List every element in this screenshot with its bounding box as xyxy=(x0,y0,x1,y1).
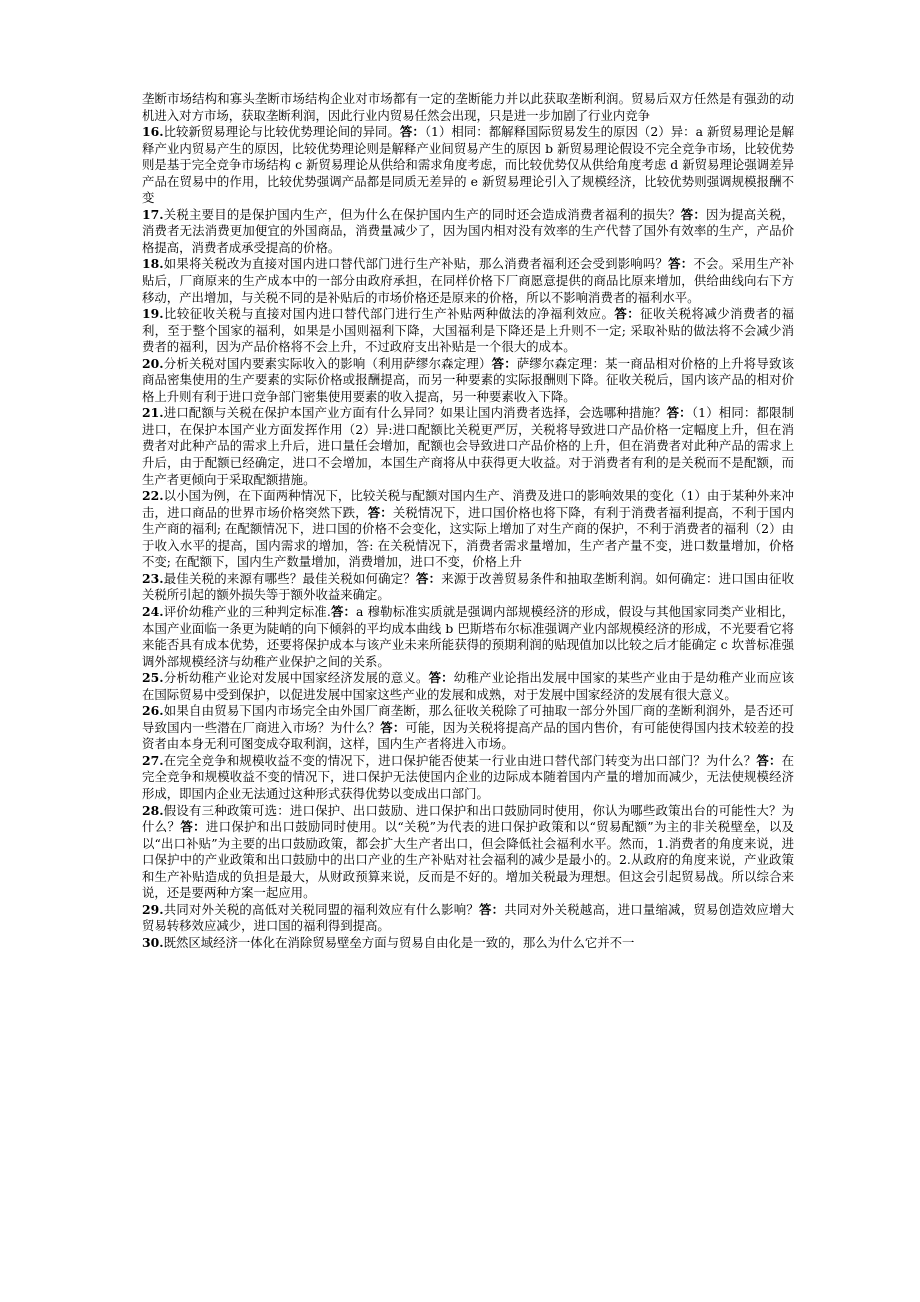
question-22 xyxy=(142,488,794,571)
answer-marker: 答： xyxy=(668,256,694,272)
answer-text: 不会。采用生产补贴后，厂商原来的生产成本中的一部分由政府承担，在同样价格下厂商愿意提供的商品比原来增加，供给曲线向右下方移动，产出增加，与关税不同的是补贴后的市场价格还是原来的价格，所以不影响消费者的福利水平。 xyxy=(142,256,795,305)
question-number: 22. xyxy=(142,488,164,504)
answer-text: 共同对外关税越高，进口量缩减，贸易创造效应增大贸易转移效应减少，进口国的福利得到提高。 xyxy=(142,901,795,934)
answer-text: 幼稚产业论指出发展中国家的某些产业由于是幼稚产业而应该在国际贸易中受到保护，以促进发展中国家这些产业的发展和成熟，对于发展中国家经济的发展有很大意义。 xyxy=(142,670,795,702)
question-text: 假设有三种政策可选：进口保护、出口鼓励、进口保护和出口鼓励同时使用，你认为哪些政策出台的可能性大？为什么？ xyxy=(142,802,794,835)
answer-marker: 答： xyxy=(428,670,454,686)
answer-text: 关税情况下，进口国价格也将下降，有利于消费者福利提高，不利于国内生产商的福利; 在配额情况下，进口国的价格不会变化，这实际上增加了对生产商的保护，不利于消费者的福利（2）由于收入水平的提高，国内需求的增加，答: 在关税情况下，消费者需求量增加，生产者产量不变，进口数量增加，价格不变; 在配额下，国内生产数量增加，消费增加，进口不变，价格上升 xyxy=(142,504,795,570)
answer-marker: 答： xyxy=(756,752,782,768)
question-text: 进口配额与关税在保护本国产业方面有什么异同？如果让国内消费者选择，会选哪种措施？ xyxy=(163,405,667,421)
question-text: 比较新贸易理论与比较优势理论间的异同。 xyxy=(163,124,400,140)
answer-marker: 答： xyxy=(666,405,692,421)
answer-marker: 答： xyxy=(330,603,357,619)
question-text: 在完全竞争和规模收益不变的情况下，进口保护能否使某一行业由进口替代部门转变为出口部门？为什么？ xyxy=(163,752,757,768)
question-29 xyxy=(142,902,794,935)
question-text: 评价幼稚产业的三种判定标准. xyxy=(163,603,331,619)
answer-marker: 答： xyxy=(491,355,517,371)
question-number: 19. xyxy=(142,306,164,322)
question-number: 18. xyxy=(142,256,164,272)
answer-text: 可能，因为关税将提高产品的国内售价，有可能使得国内技术较差的投资者由本身无利可图变成夺取利润，这样，国内生产者将进入市场。 xyxy=(142,719,795,752)
answer-marker: 答： xyxy=(180,819,206,835)
question-25 xyxy=(142,670,794,703)
question-text: 分析关税对国内要素实际收入的影响（利用萨缪尔森定理） xyxy=(163,355,492,371)
answer-marker: 答： xyxy=(380,719,406,735)
question-number: 30. xyxy=(142,934,164,950)
answer-marker: 答： xyxy=(399,124,425,140)
question-number: 24. xyxy=(142,603,164,619)
question-19 xyxy=(142,306,794,356)
question-17 xyxy=(142,207,794,257)
question-text: 分析幼稚产业论对发展中国家经济发展的意义。 xyxy=(163,670,429,686)
question-text: 关税主要目的是保护国内生产，但为什么在保护国内生产的同时还会造成消费者福利的损失？ xyxy=(163,206,681,222)
answer-text: （1）相同：都解释国际贸易发生的原因（2）异：a 新贸易理论是解释产业内贸易产生的原因，比较优势理论则是解释产业间贸易产生的原因 b 新贸易理论假设不完全竞争市场，比较优势则是基于完全竞争市场结构 c 新贸易理论从供给和需求角度考虑，而比较优势仅从供给角度考虑 d 新贸易理论强调差异产品在贸易中的作用，比较优势强调产品都是同质无差异的 e 新贸易理论引入了规模经济，比较优势则强调规模报酬不变 xyxy=(142,124,794,206)
question-text: 共同对外关税的高低对关税同盟的福利效应有什么影响？ xyxy=(163,901,479,917)
question-text: 既然区域经济一体化在消除贸易壁垒方面与贸易自由化是一致的，那么为什么它并不一 xyxy=(163,934,635,950)
answer-marker: 答： xyxy=(367,504,393,520)
document-page xyxy=(142,91,794,951)
question-number: 17. xyxy=(142,206,164,222)
answer-text: 因为提高关税，消费者无法消费更加便宜的外国商品，消费量减少了，因为国内相对没有效率的生产代替了国外有效率的生产，产品价格提高，消费者成承受提高的价格。 xyxy=(142,206,795,255)
answer-marker: 答： xyxy=(479,901,505,917)
answer-text: （1）相同：都限制进口，在保护本国产业方面发挥作用（2）异:进口配额比关税更严厉，关税将导致进口产品价格一定幅度上升，但在消费者对此种产品的需求上升后，进口量任会增加，配额也会导致进口产品价格的上升，但在消费者对此种产品的需求上升后，由于配额已经确定，进口不会增加，本国生产商将从中获得更大收益。对于消费者有利的是关税而不是配额，而生产者更倾向于采取配额措施。 xyxy=(142,405,795,487)
question-number: 25. xyxy=(142,670,164,686)
question-text: 如果将关税改为直接对国内进口替代部门进行生产补贴，那么消费者福利还会受到影响吗？ xyxy=(163,256,669,272)
question-number: 28. xyxy=(142,802,164,818)
question-text: 比较征收关税与直接对国内进口替代部门进行生产补贴两种做法的净福利效应。 xyxy=(163,306,615,322)
question-number: 26. xyxy=(142,703,164,719)
question-18 xyxy=(142,256,794,306)
question-21 xyxy=(142,405,794,488)
question-number: 21. xyxy=(142,405,164,421)
answer-text: 征收关税将减少消费者的福利，至于整个国家的福利，如果是小国则福利下降，大国福利是下降还是上升则不一定; 采取补贴的做法将不会减少消费者的福利，因为产品价格将不会上升，不过政府支出补贴是一个很大的成本。 xyxy=(142,306,795,355)
answer-text: 进口保护和出口鼓励同时使用。以“关税”为代表的进口保护政策和以“贸易配额”为主的非关税壁垒，以及以“出口补贴”为主要的出口鼓励政策，都会扩大生产者出口，但会降低社会福利水平。然而，1.消费者的角度来说，进口保护中的产业政策和出口鼓励中的出口产业的生产补贴对社会福利的减少是最小的。2.从政府的角度来说，产业政策和生产补贴造成的负担是最大，从财政预算来说，反而是不好的。增加关税最为理想。但这会引起贸易战。所以综合来说，还是要两种方案一起应用。 xyxy=(142,819,795,901)
question-26 xyxy=(142,703,794,753)
answer-text: 萨缪尔森定理：某一商品相对价格的上升将导致该商品密集使用的生产要素的实际价格或报酬提高，而另一种要素的实际报酬则下降。征收关税后，国内该产品的相对价格上升则有利于进口竞争部门密集使用要素的收入提高，另一种要素收入下降。 xyxy=(142,355,795,404)
question-30 xyxy=(142,935,794,952)
question-number: 23. xyxy=(142,570,164,586)
question-20 xyxy=(142,356,794,406)
answer-marker: 答： xyxy=(680,206,706,222)
question-number: 29. xyxy=(142,901,164,917)
answer-marker: 答： xyxy=(415,570,442,586)
question-16 xyxy=(142,124,794,207)
question-text: 如果自由贸易下国内市场完全由外国厂商垄断，那么征收关税除了可抽取一部分外国厂商的垄断利润外，是否还可导致国内一些潜在厂商进入市场？为什么？ xyxy=(142,703,794,735)
answer-text: 来源于改善贸易条件和抽取垄断利润。如何确定：进口国由征收关税所引起的额外损失等于额外收益来确定。 xyxy=(142,570,795,603)
question-23 xyxy=(142,571,794,604)
question-number: 27. xyxy=(142,752,164,768)
question-28 xyxy=(142,803,794,902)
answer-marker: 答： xyxy=(614,306,641,322)
question-number: 20. xyxy=(142,355,164,371)
question-text: 以小国为例，在下面两种情况下，比较关税与配额对国内生产、消费及进口的影响效果的变化（1）由于某种外来冲击，进口商品的世界市场价格突然下跌， xyxy=(142,488,794,520)
answer-text: 在完全竞争和规模收益不变的情况下，进口保护无法使国内企业的边际成本随着国内产量的增加而减少，无法使规模经济形成，即国内企业无法通过这种形式获得优势以变成出口部门。 xyxy=(142,752,795,801)
answer-text: a 穆勒标准实质就是强调内部规模经济的形成，假设与其他国家同类产业相比，本国产业面临一条更为陡峭的向下倾斜的平均成本曲线 b 巴斯塔布尔标准强调产业内部规模经济的形成，不光要看它将来能否具有成本优势，还要将保护成本与该产业未来所能获得的预期利润的贴现值加以比较之后才能确定 c 坎普标准强调外部规模经济与幼稚产业保护之间的关系。 xyxy=(142,603,794,669)
question-number: 16. xyxy=(142,124,164,140)
question-text: 最佳关税的来源有哪些？最佳关税如何确定？ xyxy=(163,570,416,586)
question-24 xyxy=(142,604,794,670)
intro-paragraph: 垄断市场结构和寡头垄断市场结构企业对市场都有一定的垄断能力并以此获取垄断利润。贸易后双方任然是有强劲的动机进入对方市场，获取垄断利润，因此行业内贸易任然会出现，只是进一步加剧了行业内竞争 xyxy=(142,91,794,123)
question-27 xyxy=(142,753,794,803)
